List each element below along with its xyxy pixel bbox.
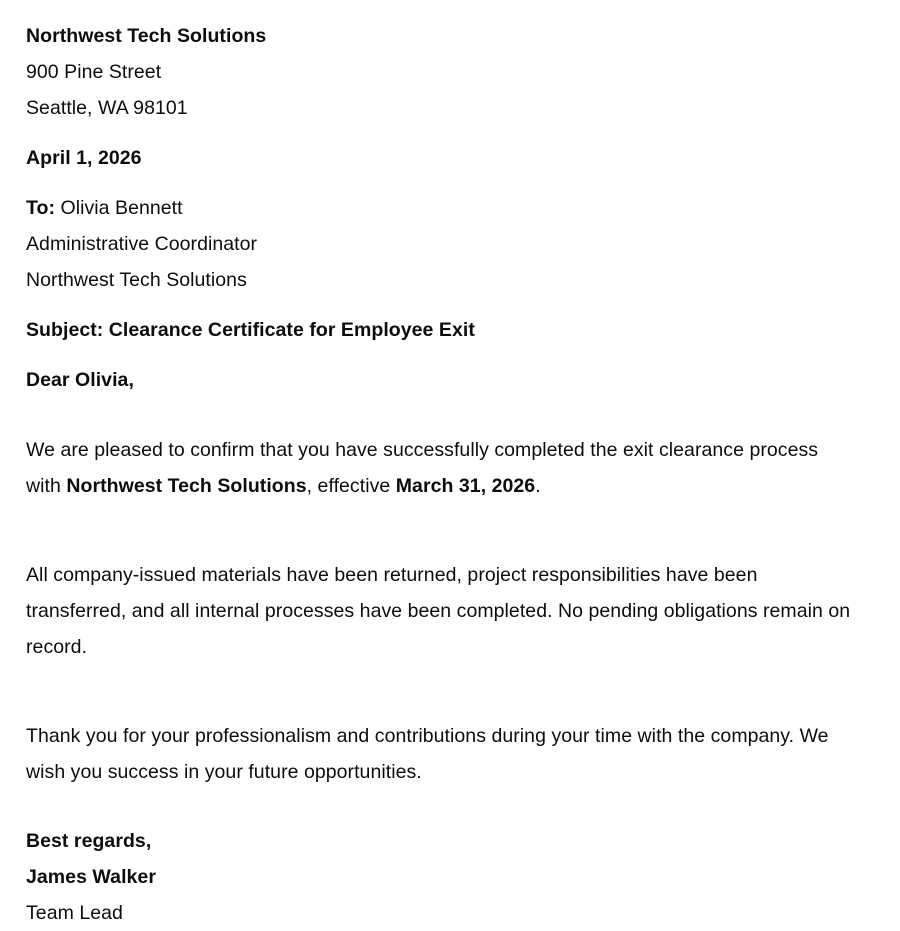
paragraph-1-text-part-1: We are pleased to confirm that you have successfully completed the exit clearance process with [26, 438, 819, 497]
closing-salutation: Best regards, [26, 830, 152, 852]
sender-block [26, 18, 874, 126]
recipient-title: Administrative Coordinator [26, 233, 258, 255]
spacer-after-salutation [26, 398, 874, 412]
signer-name: James Walker [26, 866, 156, 888]
recipient-to-label: To: [26, 197, 56, 219]
closing-block [26, 823, 874, 931]
recipient-block [26, 190, 874, 298]
subject-block [26, 312, 874, 348]
paragraph-1-date-emphasis: March 31, 2026 [395, 474, 536, 497]
sender-street: 900 Pine Street [26, 61, 162, 83]
sender-company: Northwest Tech Solutions [26, 25, 267, 47]
body-paragraph-2-block [26, 557, 874, 665]
spacer-after-recipient [26, 298, 874, 312]
body-paragraph-3: Thank you for your professionalism and contributions during your time with the company. We wish you success in your future opportunities. [26, 724, 829, 783]
spacer-after-subject [26, 348, 874, 362]
paragraph-1-company-emphasis: Northwest Tech Solutions [66, 474, 307, 497]
spacer-after-paragraph-2 [26, 684, 874, 698]
spacer-after-paragraph-3 [26, 809, 874, 823]
salutation: Dear Olivia, [26, 369, 134, 391]
spacer-after-sender [26, 126, 874, 140]
paragraph-1-text-part-3: . [535, 474, 541, 497]
letter-date: April 1, 2026 [26, 147, 142, 169]
subject-line: Subject: Clearance Certificate for Employee Exit [26, 319, 475, 341]
body-paragraph-1 [26, 432, 856, 504]
body-paragraph-2: All company-issued materials have been returned, project responsibilities have been transferred, and all internal processes have been completed. No pending obligations remain on record. [26, 563, 851, 658]
recipient-name: Olivia Bennett [60, 197, 183, 219]
body-paragraph-1-block [26, 432, 874, 504]
signer-title: Team Lead [26, 902, 123, 924]
salutation-block [26, 362, 874, 398]
recipient-name-line [26, 190, 874, 226]
date-block [26, 140, 874, 176]
body-paragraph-3-block [26, 718, 874, 790]
spacer-after-date [26, 176, 874, 190]
sender-city-state-zip: Seattle, WA 98101 [26, 97, 188, 119]
recipient-company: Northwest Tech Solutions [26, 269, 247, 291]
spacer-after-paragraph-1 [26, 523, 874, 537]
paragraph-1-text-part-2: , effective [306, 474, 396, 497]
